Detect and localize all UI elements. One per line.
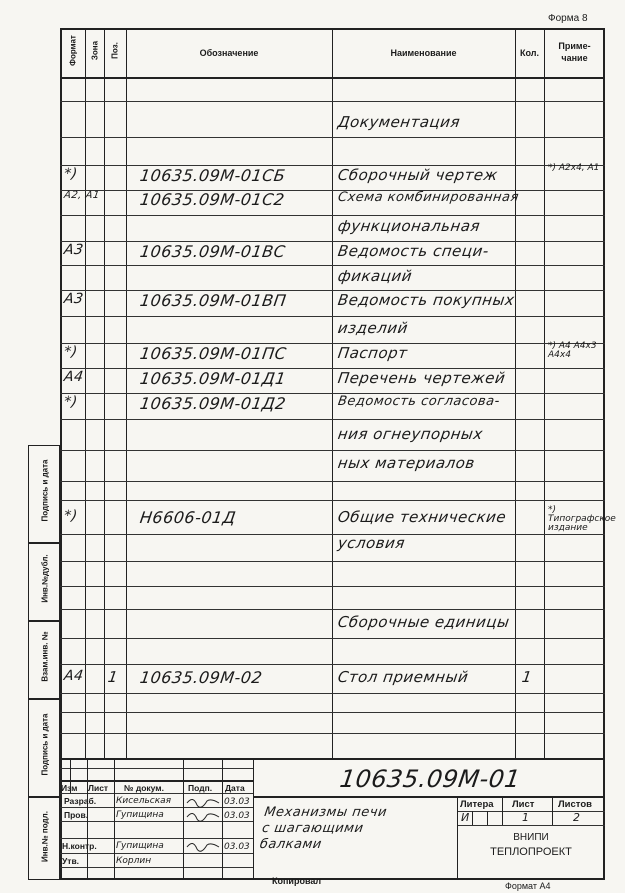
- row-name: ных материалов: [336, 454, 477, 472]
- stamp-org-line2: ТЕПЛОПРОЕКТ: [490, 846, 572, 858]
- stamp-sheets-label: Листов: [558, 799, 592, 810]
- row-line: [60, 693, 605, 694]
- row-name: Перечень чертежей: [336, 369, 507, 387]
- row-format: А3: [62, 291, 85, 307]
- row-name: Документация: [336, 113, 462, 131]
- stamp-doc-number: 10635.09М-01: [338, 765, 523, 793]
- side-label: Взам.инв. №: [40, 631, 50, 682]
- stamp-name: Гупищина: [116, 841, 164, 851]
- stamp-name: Кисельская: [116, 796, 172, 806]
- row-name: Ведомость специ-: [336, 242, 491, 260]
- side-cell-signature-2: [28, 699, 60, 797]
- header-zone: Зона: [90, 40, 100, 61]
- row-line: [60, 137, 605, 138]
- row-line: [60, 534, 605, 535]
- stamp-line: [60, 853, 253, 854]
- row-name: Ведомость согласова-: [336, 394, 501, 409]
- side-label: Подпись и дата: [40, 713, 50, 776]
- row-line: [60, 664, 605, 665]
- stamp-litera-value: И: [461, 811, 470, 824]
- stamp-line: [60, 838, 253, 839]
- row-name: Ведомость покупных: [336, 291, 516, 309]
- row-note: *) А4 А4х3 А4х4: [548, 341, 597, 360]
- row-line: [60, 638, 605, 639]
- stamp-col-header: Дата: [225, 783, 245, 793]
- header-designation: Обозначение: [199, 48, 259, 58]
- header-pos: Поз.: [110, 42, 120, 59]
- stamp-col: [552, 796, 553, 825]
- row-format: *): [62, 508, 79, 524]
- row-name: функциональная: [336, 217, 482, 235]
- stamp-line: [457, 825, 605, 826]
- side-label: Подпись и дата: [40, 459, 50, 522]
- stamp-line: [60, 867, 253, 868]
- stamp-line: [457, 811, 605, 812]
- stamp-date: 03.03: [224, 842, 250, 852]
- row-note: *) А2х4, А1: [548, 163, 600, 173]
- stamp-col-header: Подп.: [188, 783, 213, 793]
- header-note: Приме- чание: [558, 41, 591, 63]
- row-line: [60, 500, 605, 501]
- row-line: [60, 265, 605, 266]
- row-name: изделий: [336, 319, 410, 337]
- row-line: [60, 733, 605, 734]
- header-format: Формат: [68, 35, 78, 66]
- row-note: *) Типографское издание: [548, 505, 616, 533]
- header-divider: [60, 77, 605, 79]
- row-format: А3: [62, 242, 85, 258]
- stamp-sheet-label: Лист: [512, 799, 535, 810]
- row-line: [60, 316, 605, 317]
- stamp-role: Разраб.: [64, 796, 97, 806]
- stamp-col: [114, 758, 115, 880]
- row-designation: 10635.09М-02: [138, 668, 264, 687]
- row-name: фикаций: [336, 267, 414, 285]
- stamp-litera-label: Литера: [460, 799, 494, 810]
- row-name: Общие технические: [336, 508, 508, 526]
- side-label: Инв.№дубл.: [40, 554, 50, 603]
- row-name: Сборочные единицы: [336, 613, 511, 631]
- stamp-col: [472, 811, 473, 825]
- row-line: [60, 101, 605, 102]
- stamp-col-header: Лист: [88, 783, 109, 793]
- stamp-sheet-value: 1: [522, 811, 529, 824]
- row-name: Схема комбинированная: [336, 190, 520, 205]
- stamp-title: Механизмы печи с шагающими балками: [258, 805, 388, 852]
- row-line: [60, 450, 605, 451]
- form-label: Форма 8: [548, 13, 588, 24]
- stamp-top-line: [60, 758, 605, 760]
- stamp-col: [487, 811, 488, 825]
- stamp-date: 03.03: [224, 797, 250, 807]
- row-designation: 10635.09М-01ВС: [138, 242, 287, 261]
- row-format: *): [62, 344, 79, 360]
- side-label: Инв.№ подл.: [40, 811, 50, 862]
- header-qty: Кол.: [520, 48, 539, 58]
- stamp-line: [60, 821, 253, 822]
- stamp-col: [253, 758, 254, 880]
- row-designation: 10635.09М-01ВП: [138, 291, 288, 310]
- row-format: А2, А1: [63, 190, 101, 201]
- stamp-name: Корлин: [116, 856, 152, 866]
- side-cell-orig-inv: [28, 797, 60, 880]
- row-line: [60, 712, 605, 713]
- stamp-role: Утв.: [62, 856, 80, 866]
- row-name: Паспорт: [336, 344, 409, 362]
- stamp-role: Н.контр.: [62, 841, 97, 851]
- stamp-line: [60, 807, 253, 808]
- side-cell-signature-1: [28, 445, 60, 543]
- row-line: [60, 419, 605, 420]
- footer-copied: Копировал: [272, 876, 322, 886]
- header-name: Наименование: [390, 48, 457, 58]
- row-designation: 10635.09М-01СБ: [138, 166, 287, 185]
- stamp-role: Пров.: [64, 810, 89, 820]
- row-line: [60, 215, 605, 216]
- stamp-col-header: Изм: [61, 783, 78, 793]
- row-designation: 10635.09М-01Д1: [138, 369, 288, 388]
- stamp-col: [502, 796, 503, 825]
- row-format: *): [62, 166, 79, 182]
- signature-scribbles: [183, 795, 223, 867]
- row-designation: Н6606-01Д: [138, 508, 238, 527]
- stamp-line: [60, 780, 253, 782]
- row-format: *): [62, 394, 79, 410]
- row-designation: 10635.09М-01ПС: [138, 344, 288, 363]
- side-cell-dup-inv: [28, 543, 60, 621]
- stamp-name: Гупищина: [116, 810, 164, 820]
- row-designation: 10635.09М-01С2: [138, 190, 286, 209]
- row-designation: 10635.09М-01Д2: [138, 394, 288, 413]
- row-line: [60, 481, 605, 482]
- footer-format: Формат А4: [505, 881, 551, 891]
- row-format: А4: [62, 369, 85, 385]
- row-format: А4: [62, 668, 85, 684]
- side-cell-replace-inv: [28, 621, 60, 699]
- row-pos: 1: [106, 668, 120, 686]
- row-name: Стол приемный: [336, 668, 470, 686]
- stamp-line: [60, 793, 253, 794]
- stamp-col-header: № докум.: [124, 783, 164, 793]
- stamp-sheets-value: 2: [573, 811, 580, 824]
- stamp-line: [60, 768, 253, 769]
- row-qty: 1: [520, 668, 534, 686]
- row-name: ния огнеупорных: [336, 425, 485, 443]
- row-name: Сборочный чертеж: [336, 166, 499, 184]
- row-name: условия: [336, 534, 407, 552]
- stamp-org-line1: ВНИПИ: [513, 832, 549, 843]
- row-line: [60, 561, 605, 562]
- row-line: [60, 586, 605, 587]
- stamp-date: 03.03: [224, 811, 250, 821]
- row-line: [60, 609, 605, 610]
